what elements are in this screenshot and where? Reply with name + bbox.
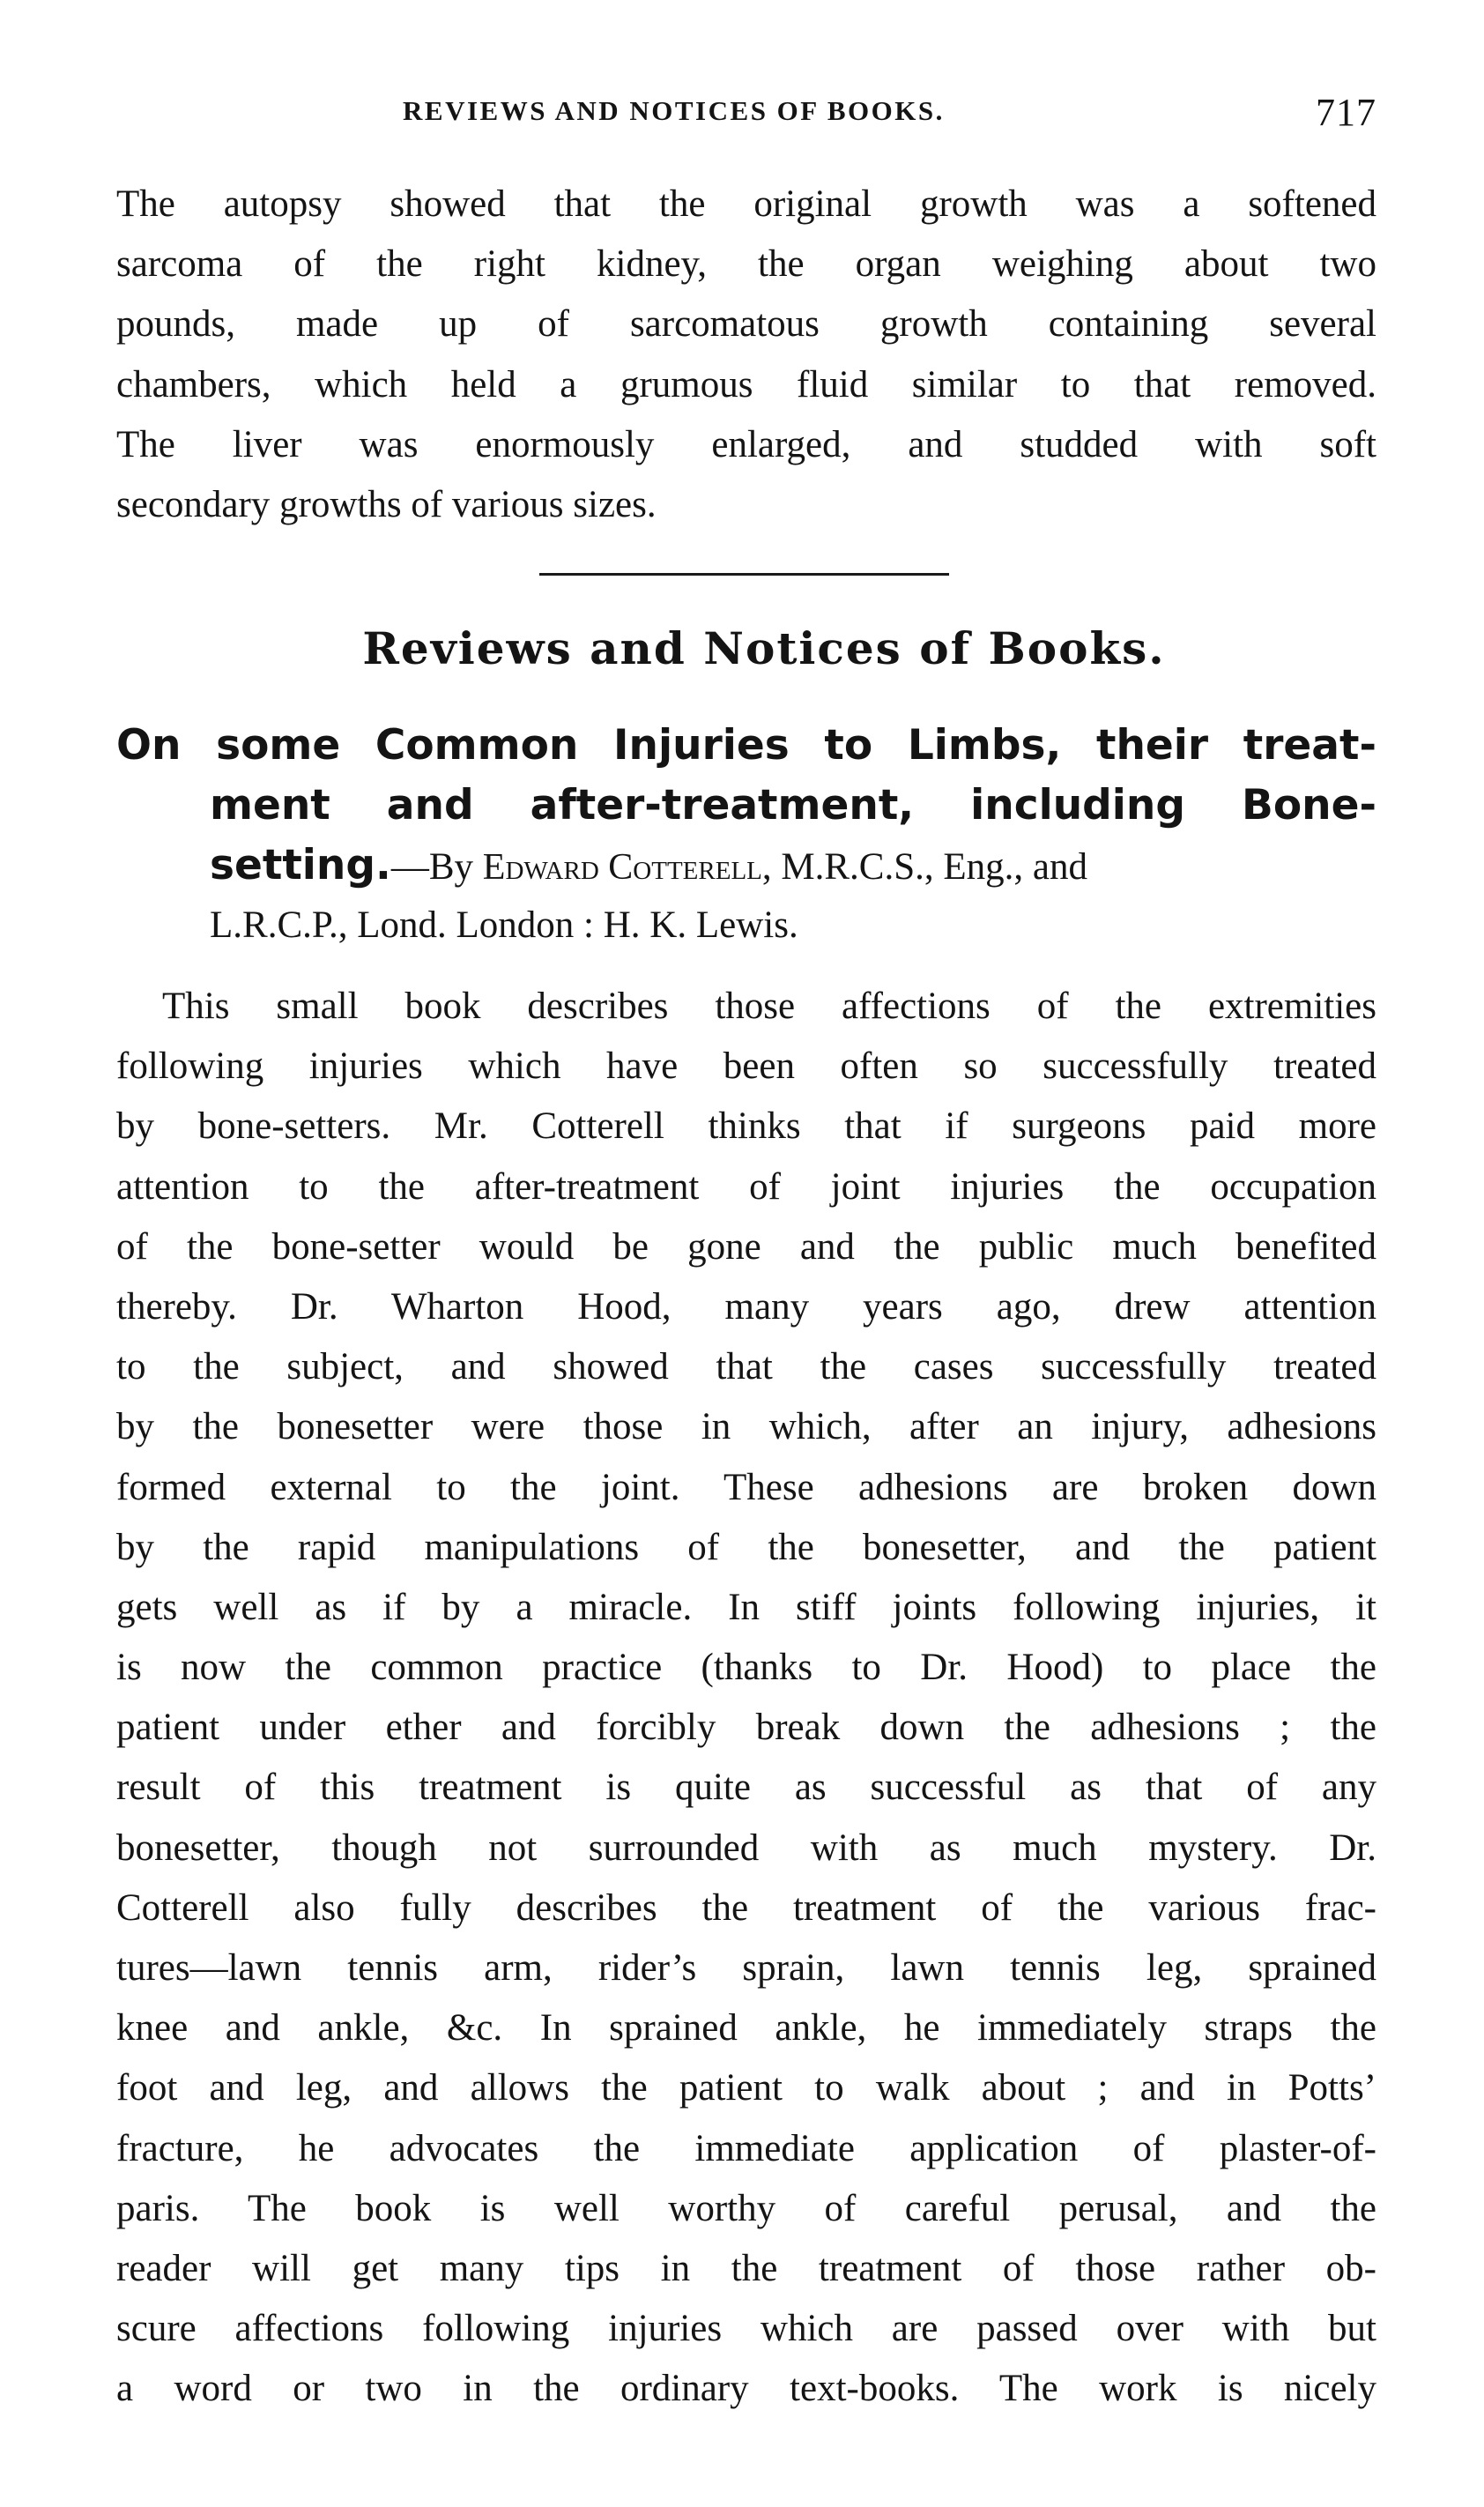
text-line: Cotterell also fully describes the treatment of the various frac-	[116, 1886, 1376, 1929]
text-line: The liver was enormously enlarged, and studded with soft	[116, 423, 1376, 465]
book-title-byline	[116, 836, 1376, 896]
book-title-line: ment and after-treatment, including Bone-	[210, 781, 1376, 829]
text-line: gets well as if by a miracle. In stiff joints following injuries, it	[116, 1586, 1376, 1628]
text-line: secondary growths of various sizes.	[116, 483, 657, 525]
page-number: 717	[1316, 91, 1376, 134]
text-line: sarcoma of the right kidney, the organ weighing about two	[116, 243, 1376, 286]
book-author: Edward Cotterell	[482, 847, 762, 888]
book-page	[116, 0, 1376, 2507]
text-line: foot and leg, and allows the patient to walk about ; and in Potts’	[116, 2067, 1376, 2109]
text-line: by the rapid manipulations of the bonesetter, and the patient	[116, 1526, 1376, 1568]
text-line: The autopsy showed that the original growth was a softened	[116, 183, 1376, 225]
text-line: chambers, which held a grumous fluid similar to that removed.	[116, 363, 1376, 405]
case-report-paragraph	[116, 175, 1376, 535]
text-line: is now the common practice (thanks to Dr. Hood) to place the	[116, 1647, 1376, 1689]
text-line: patient under ether and forcibly break down the adhesions ; the	[116, 1707, 1376, 1749]
text-line: pounds, made up of sarcomatous growth containing several	[116, 303, 1376, 346]
text-line: tures—lawn tennis arm, rider’s sprain, lawn tennis leg, sprained	[116, 1947, 1376, 1989]
book-title-line: On some Common Injuries to Limbs, their treat-	[116, 721, 1376, 770]
text-line: of the bone-setter would be gone and the public much benefited	[116, 1225, 1376, 1268]
section-heading: Reviews and Notices of Books.	[362, 622, 1166, 674]
author-credentials: , M.R.C.S., Eng., and	[761, 846, 1087, 888]
text-line: attention to the after-treatment of joint injuries the occupation	[116, 1165, 1376, 1208]
section-divider	[539, 573, 949, 576]
byline-prefix: —By	[390, 846, 483, 888]
book-title-end: setting.	[210, 841, 391, 889]
text-line: fracture, he advocates the immediate application of plaster-of-	[116, 2127, 1376, 2169]
text-line: formed external to the joint. These adhesions are broken down	[116, 1466, 1376, 1508]
text-line: knee and ankle, &c. In sprained ankle, he immediately straps the	[116, 2007, 1376, 2049]
text-line: bonesetter, though not surrounded with as much mystery. Dr.	[116, 1826, 1376, 1869]
text-line: following injuries which have been often so successfully treated	[116, 1045, 1376, 1088]
book-entry	[116, 716, 1376, 956]
text-line: reader will get many tips in the treatment of those rather ob-	[116, 2247, 1376, 2289]
text-line: thereby. Dr. Wharton Hood, many years ago, drew attention	[116, 1285, 1376, 1328]
text-line: This small book describes those affections of the extremities	[162, 986, 1376, 1027]
text-line: result of this treatment is quite as successful as that of any	[116, 1767, 1376, 1809]
publication-info: L.R.C.P., Lond. London : H. K. Lewis.	[210, 904, 798, 946]
review-paragraph	[116, 977, 1376, 2420]
book-title	[116, 716, 1376, 896]
text-line: by bone-setters. Mr. Cotterell thinks that if surgeons paid more	[116, 1105, 1376, 1148]
text-line: a word or two in the ordinary text-books. The work is nicely	[116, 2368, 1376, 2410]
text-line: by the bonesetter were those in which, after an injury, adhesions	[116, 1406, 1376, 1448]
text-line: paris. The book is well worthy of careful perusal, and the	[116, 2187, 1376, 2229]
text-line: to the subject, and showed that the cases successfully treated	[116, 1346, 1376, 1388]
running-header	[116, 91, 1376, 139]
text-line: scure affections following injuries which are passed over with but	[116, 2308, 1376, 2350]
running-title: REVIEWS AND NOTICES OF BOOKS.	[403, 95, 945, 126]
